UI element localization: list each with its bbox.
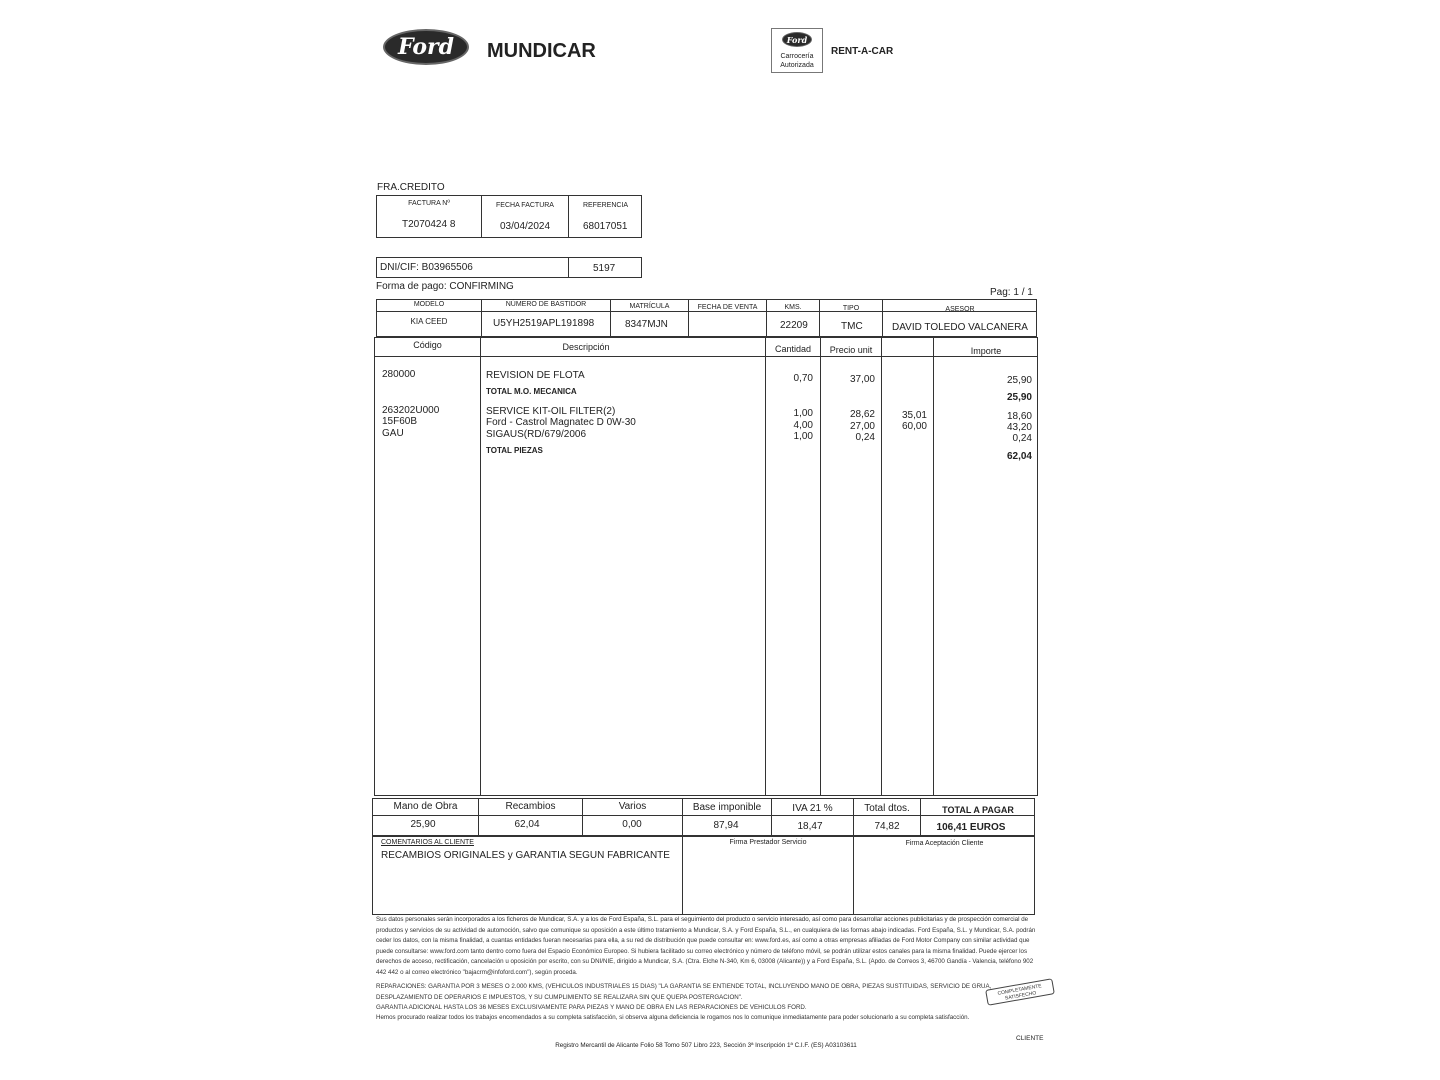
part-2-amount: 43,20 [1006,422,1032,433]
stamp-text: COMPLETAMENTE SATISFECHO [997,983,1043,1002]
vehicle-type: TMC [841,321,863,332]
total-labour: 25,90 [410,819,436,830]
total-parts: 62,04 [514,819,540,830]
comments-label: COMENTARIOS AL CLIENTE [381,839,474,846]
bodyshop-badge [771,28,823,73]
privacy-notice: Sus datos personales serán incorporados a los ficheros de Mundicar, S.A. y a los de Ford España, S.L. para el seguimiento del producto o servicio interesado, así como para desarrollar acciones publicitarias y de prospección comercial de productos y servicios de su actividad de automoción, salvo que comunique su oposición a este último tratamiento a Mundicar, S.A. y Ford España, S.L., en cualquiera de las formas abajo indicadas. Ford España, S.L. y Mundicar, S.A. podrán ceder los datos, con la misma finalidad, a cuantas entidades fueran necesarias para ella, a su red de distribución que puede consultar en: www.ford.es, así como a otras empresas afiliadas de Ford Motor Company con similar actividad que puede consultarse: www.ford.com tanto dentro como fuera del Espacio Económico Europeo. Si hubiera facilitado su correo electrónico y número de teléfono móvil, se podrán utilizar estos canales para la misma finalidad. Puede ejercer los derechos de acceso, rectificación, cancelación u oposición por escrito, con su DNI/NIE, dirigido a Mundicar, S.A. (Ctra. Elche N-340, Km 6, 03008 (Alicante)) y a Ford España, S.L. (Apdo. de Correos 3, 46700 Gandía - Valencia, teléfono 902 442 442 o al correo electrónico "bajacrm@infoford.com"), según proceda. [376,916,1036,976]
part-2-description: Ford - Castrol Magnatec D 0W-30 [486,417,636,428]
part-2-price: 27,00 [849,421,875,432]
vehicle-vin: U5YH2519APL191898 [493,318,595,329]
warranty-text: REPARACIONES: GARANTIA POR 3 MESES O 2.000 KMS, (VEHICULOS INDUSTRIALES 15 DIAS) "LA GARANTIA SE ENTIENDE TOTAL, INCLUYENDO MANO DE OBRA, PIEZAS SUSTITUIDAS, SERVICIO DE GRUA, DESPLAZAMIENTO DE OPERARIOS E IMPUESTOS, Y SU CUMPLIMIENTO SE REALIZARA SIN QUE QUEPA POSTERGACION". [376,983,992,1001]
doc-type: FRA.CREDITO [377,182,445,193]
vehicle-advisor: DAVID TOLEDO VALCANERA [892,322,1028,333]
comments-text: RECAMBIOS ORIGINALES y GARANTIA SEGUN FABRICANTE [381,850,670,861]
header-quantity: Cantidad [774,344,812,354]
lines-table [374,337,1038,796]
part-1-pvp: 35,01 [901,410,927,421]
part-3-code: GAU [382,428,404,439]
page-number: Pag: 1 / 1 [990,287,1033,298]
total-misc: 0,00 [622,819,642,830]
comments-box [372,836,1035,915]
badge-ford-logo-text: Ford [786,34,808,45]
ford-logo [383,29,469,65]
part-1-description: SERVICE KIT-OIL FILTER(2) [486,406,616,417]
warranty-additional: GARANTIA ADICIONAL HASTA LOS 36 MESES EXCLUSIVAMENTE PARA PIEZAS Y MANO DE OBRA EN LAS REPARACIONES DE VEHICULOS FORD. [376,1004,807,1011]
badge-ford-logo [782,32,812,47]
header-invoice-number: FACTURA Nº [408,200,450,207]
vehicle-model: KIA CEED [410,317,448,326]
header-advisor: ASESOR [945,306,975,313]
part-1-code: 263202U000 [382,405,440,416]
sign-provider-label: Firma Prestador Servicio [729,839,807,846]
part-3-amount: 0,24 [1012,433,1032,444]
part-3-qty: 1,00 [793,431,813,442]
labour-total: 25,90 [1006,392,1032,403]
total-header-discounts: Total dtos. [864,803,910,814]
part-1-price: 28,62 [849,409,875,420]
part-1-amount: 18,60 [1006,411,1032,422]
badge-text-2: Autorizada [780,62,814,69]
total-header-misc: Varios [618,801,647,812]
part-2-code: 15F60B [382,416,418,427]
ford-logo-text: Ford [397,34,455,60]
sign-client-label: Firma Aceptación Cliente [905,840,984,847]
labour-price: 37,00 [849,374,875,385]
badge-text-1: Carrocería [780,53,814,60]
dealer-name: MUNDICAR [487,40,596,62]
vehicle-kms: 22209 [780,320,808,331]
vehicle-plate: 8347MJN [625,319,668,330]
total-header-to-pay: TOTAL A PAGAR [942,805,1014,815]
total-header-base: Base imponible [692,802,762,813]
invoice-number: T2070424 8 [402,219,456,230]
parts-total-label: TOTAL PIEZAS [486,446,543,455]
header-type: TIPO [842,305,860,312]
dni-cif: DNI/CIF: B03965506 [380,262,473,273]
header-vin: NÚMERO DE BASTIDOR [505,301,587,308]
client-code: 5197 [593,263,616,274]
total-header-labour: Mano de Obra [393,801,458,812]
invoice-reference: 68017051 [583,221,628,232]
registry-info: Registro Mercantil de Alicante Folio 58 Tomo 507 Libro 223, Sección 3ª Inscripción 1ª C.I.F. (ES) A03103611 [555,1042,857,1049]
labour-total-label: TOTAL M.O. MECANICA [486,387,577,396]
part-1-qty: 1,00 [793,408,813,419]
total-header-vat: IVA 21 % [792,803,833,814]
header-unit-price: Precio unit [829,345,873,355]
header-code: Código [413,340,442,350]
copy-label: CLIENTE [1016,1035,1044,1042]
payment-method: Forma de pago: CONFIRMING [376,281,514,292]
header-model: MODELO [413,301,445,308]
labour-qty: 0,70 [793,373,813,384]
part-3-price: 0,24 [855,432,875,443]
labour-code: 280000 [382,369,416,380]
total-to-pay: 106,41 EUROS [936,822,1006,833]
header-sale-date: FECHA DE VENTA [697,304,758,311]
total-vat: 18,47 [797,821,823,832]
parts-total: 62,04 [1006,451,1032,462]
header-kms: KMS. [784,304,802,311]
header-reference: REFERENCIA [582,202,629,209]
part-2-qty: 4,00 [793,420,813,431]
rent-a-car-label: RENT-A-CAR [831,46,894,57]
part-2-pvp: 60,00 [901,421,927,432]
invoice-date: 03/04/2024 [500,221,551,232]
satisfaction-note: Hemos procurado realizar todos los trabajos encomendados a su completa satisfacción, si observa alguna deficiencia le rogamos nos lo comunique inmediatamente para poder solucionarlo a su completa satisfacción. [376,1014,970,1021]
total-base: 87,94 [713,820,739,831]
header-invoice-date: FECHA FACTURA [496,202,554,209]
header-description: Descripción [562,342,610,352]
total-discounts: 74,82 [874,821,900,832]
labour-description: REVISION DE FLOTA [486,370,585,381]
header-amount: Importe [970,346,1002,356]
total-header-parts: Recambios [505,801,556,812]
header-plate: MATRÍCULA [629,303,670,310]
part-3-description: SIGAUS(RD/679/2006 [486,429,587,440]
labour-amount: 25,90 [1006,375,1032,386]
